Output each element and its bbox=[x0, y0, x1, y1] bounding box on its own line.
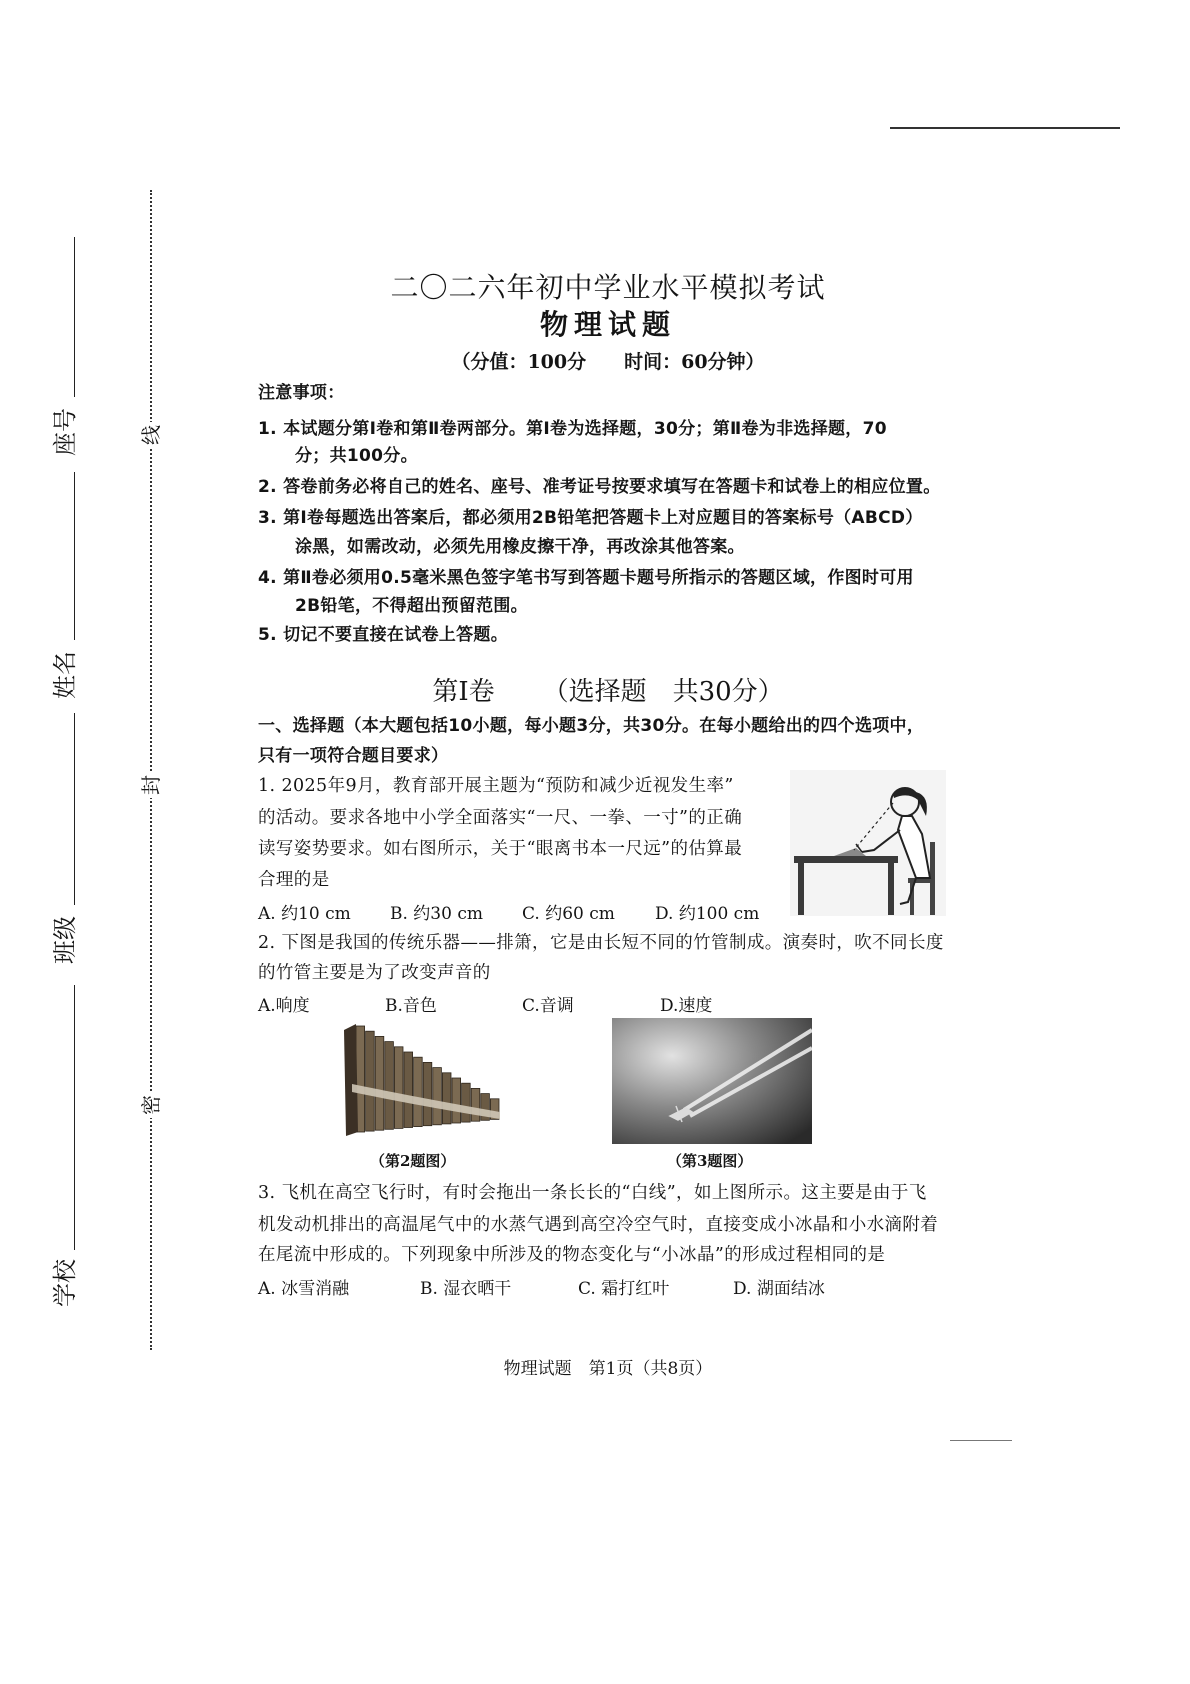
part-intro-line: 只有一项符合题目要求） bbox=[258, 746, 449, 766]
seal-mark-secret: 密 bbox=[138, 1092, 164, 1118]
option-b: B. 湿衣晒干 bbox=[420, 1279, 512, 1299]
option-c: C.音调 bbox=[522, 996, 574, 1016]
pan-flute-pipe bbox=[423, 1062, 432, 1125]
seal-dotted-line bbox=[150, 190, 152, 1350]
note-item-continued: 涂黑，如需改动，必须先用橡皮擦干净，再改涂其他答案。 bbox=[295, 537, 745, 557]
question-text-line: 3. 飞机在高空飞行时，有时会拖出一条长长的“白线”，如上图所示。这主要是由于飞 bbox=[258, 1183, 927, 1203]
question-text-line: 的活动。要求各地中小学全面落实“一尺、一拳、一寸”的正确 bbox=[258, 808, 743, 828]
question-text-line: 机发动机排出的高温尾气中的水蒸气遇到高空冷空气时，直接变成小冰晶和小水滴附着 bbox=[258, 1215, 939, 1235]
class-label: 班级 bbox=[51, 916, 79, 964]
school-label: 学校 bbox=[51, 1259, 79, 1307]
option-a: A.响度 bbox=[258, 996, 310, 1016]
class-underline bbox=[74, 713, 75, 905]
name-underline bbox=[74, 472, 75, 640]
option-a: A. 冰雪消融 bbox=[258, 1279, 350, 1299]
note-item: 5. 切记不要直接在试卷上答题。 bbox=[258, 625, 509, 645]
note-item-continued: 2B铅笔，不得超出预留范围。 bbox=[295, 596, 528, 616]
note-item: 2. 答卷前务必将自己的姓名、座号、准考证号按要求填写在答题卡和试卷上的相应位置。 bbox=[258, 477, 941, 497]
pan-flute-pipe bbox=[366, 1031, 375, 1131]
seal-mark-line: 线 bbox=[138, 422, 164, 448]
pan-flute-figure bbox=[340, 1020, 505, 1138]
exam-subject: 物理试题 bbox=[539, 308, 676, 341]
section-title bbox=[258, 671, 958, 708]
contrail-photo bbox=[612, 1018, 812, 1144]
pan-flute-pipe bbox=[375, 1036, 384, 1130]
scan-edge-line bbox=[950, 1440, 1012, 1441]
figure-caption-q2: （第2题图） bbox=[370, 1152, 456, 1170]
name-label: 姓名 bbox=[51, 651, 79, 699]
option-b: B. 约30 cm bbox=[390, 904, 483, 924]
question-text-line: 读写姿势要求。如右图所示，关于“眼离书本一尺远”的估算最 bbox=[258, 839, 743, 859]
pan-flute-pipe bbox=[442, 1073, 451, 1124]
seat-number-label: 座号 bbox=[51, 408, 79, 456]
pan-flute-pipe bbox=[462, 1083, 471, 1122]
option-d: D. 约100 cm bbox=[655, 904, 760, 924]
reading-posture-figure bbox=[790, 770, 946, 916]
option-d: D.速度 bbox=[660, 996, 713, 1016]
note-item: 3. 第Ⅰ卷每题选出答案后，都必须用2B铅笔把答题卡上对应题目的答案标号（ABCD） bbox=[258, 508, 923, 528]
question-text-line: 在尾流中形成的。下列现象中所涉及的物态变化与“小冰晶”的形成过程相同的是 bbox=[258, 1245, 886, 1265]
option-d: D. 湖面结冰 bbox=[733, 1279, 825, 1299]
exam-meta: （分值：100分 时间：60分钟） bbox=[451, 351, 765, 373]
section-subtitle: （选择题 共30分） bbox=[542, 677, 784, 707]
section-volume: 第Ⅰ卷 bbox=[432, 677, 495, 707]
note-item: 4. 第Ⅱ卷必须用0.5毫米黑色签字笔书写到答题卡题号所指示的答题区域，作图时可用 bbox=[258, 568, 914, 588]
option-a: A. 约10 cm bbox=[258, 904, 351, 924]
option-b: B.音色 bbox=[385, 996, 437, 1016]
notes-heading: 注意事项： bbox=[258, 383, 345, 403]
pan-flute-pipe bbox=[452, 1078, 461, 1123]
pan-flute-pipe bbox=[404, 1052, 413, 1128]
option-c: C. 约60 cm bbox=[522, 904, 615, 924]
seal-mark-seal: 封 bbox=[138, 772, 164, 798]
school-underline bbox=[74, 985, 75, 1250]
figure-caption-q3: （第3题图） bbox=[667, 1152, 753, 1170]
question-text-line: 1. 2025年9月，教育部开展主题为“预防和减少近视发生率” bbox=[258, 776, 734, 796]
question-text-line: 合理的是 bbox=[258, 870, 330, 890]
exam-title: 二〇二六年初中学业水平模拟考试 bbox=[390, 271, 826, 304]
page-footer: 物理试题 第1页（共8页） bbox=[503, 1359, 713, 1379]
note-item: 1. 本试题分第Ⅰ卷和第Ⅱ卷两部分。第Ⅰ卷为选择题，30分；第Ⅱ卷为非选择题，70 bbox=[258, 419, 887, 439]
pan-flute-pipe bbox=[385, 1042, 394, 1130]
pan-flute-pipe bbox=[433, 1068, 442, 1125]
question-text-line: 2. 下图是我国的传统乐器——排箫，它是由长短不同的竹管制成。演奏时，吹不同长度 bbox=[258, 933, 944, 953]
note-item-continued: 分；共100分。 bbox=[295, 446, 418, 466]
pan-flute-pipes bbox=[356, 1026, 499, 1132]
scan-edge-line bbox=[890, 127, 1120, 129]
pan-flute-pipe bbox=[414, 1057, 423, 1126]
part-intro-line: 一、选择题（本大题包括10小题，每小题3分，共30分。在每小题给出的四个选项中， bbox=[258, 716, 925, 736]
option-c: C. 霜打红叶 bbox=[578, 1279, 670, 1299]
seat-number-underline bbox=[74, 237, 75, 397]
pan-flute-pipe bbox=[394, 1047, 403, 1129]
question-text-line: 的竹管主要是为了改变声音的 bbox=[258, 963, 491, 983]
pan-flute-pipe bbox=[471, 1088, 480, 1121]
